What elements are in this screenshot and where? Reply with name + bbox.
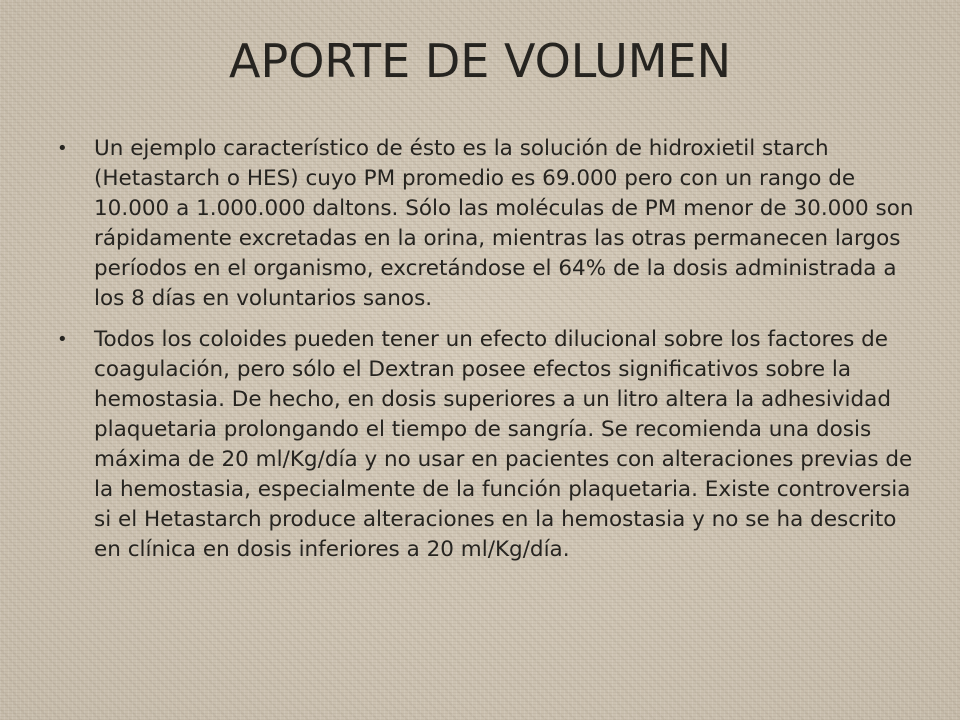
bullet-dot-icon: • [57, 329, 68, 351]
bullet-dot-icon: • [57, 138, 68, 159]
bullet-text: Un ejemplo característico de ésto es la solución de hidroxietil starch (Hetastarch o HES) cuyo PM promedio es 69.000 pero con un rango de 10.000 a 1.000.000 daltons. Sólo las moléculas de PM menor de 30.000 son rápidamente excretadas en la orina, mientras las otras permanecen largos períodos en el organismo, excretándose el 64% de la dosis administrada a los 8 días en voluntarios sanos. [94, 136, 914, 311]
bullet-list [54, 134, 916, 577]
bullet-item [54, 134, 916, 313]
slide-title: APORTE DE VOLUMEN [229, 34, 731, 88]
bullet-item [54, 325, 916, 564]
bullet-text: Todos los coloides pueden tener un efecto dilucional sobre los factores de coagulación, pero sólo el Dextran posee efectos significativos sobre la hemostasia. De hecho, en dosis superiores a un litro altera la adhesividad plaquetaria prolongando el tiempo de sangría. Se recomienda una dosis máxima de 20 ml/Kg/día y no usar en pacientes con alteraciones previas de la hemostasia, especialmente de la función plaquetaria. Existe controversia si el Hetastarch produce alteraciones en la hemostasia y no se ha descrito en clínica en dosis inferiores a 20 ml/Kg/día. [94, 327, 913, 562]
